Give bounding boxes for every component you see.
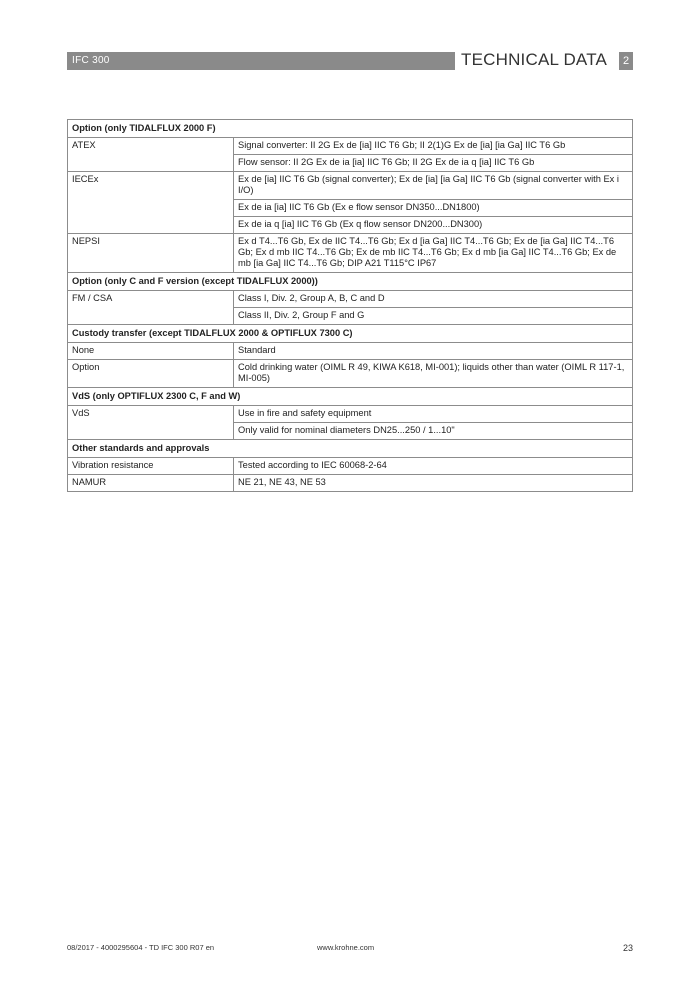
table-row bbox=[68, 406, 633, 423]
table-row bbox=[68, 234, 633, 273]
row-label: VdS bbox=[68, 406, 234, 440]
section-header-row bbox=[68, 273, 633, 291]
website-link[interactable]: www.krohne.com bbox=[317, 943, 375, 952]
row-value: Class II, Div. 2, Group F and G bbox=[234, 308, 633, 325]
table-row bbox=[68, 343, 633, 360]
row-value: Ex de ia [ia] IIC T6 Gb (Ex e flow sensor DN350...DN1800) bbox=[234, 200, 633, 217]
section-title-cell: VdS (only OPTIFLUX 2300 C, F and W) bbox=[68, 388, 633, 406]
row-value: Ex de [ia] IIC T6 Gb (signal converter); Ex de [ia] [ia Ga] IIC T6 Gb (signal converter with Ex i I/O) bbox=[234, 172, 633, 200]
row-value: Ex d T4...T6 Gb, Ex de IIC T4...T6 Gb; Ex d [ia Ga] IIC T4...T6 Gb; Ex de [ia Ga] IIC T4...T6 Gb; Ex d mb IIC T4...T6 Gb; Ex de mb IIC T4...T6 Gb; Ex d mb [ia Ga] IIC T4...T6 Gb; Ex de mb [ia Ga] IIC T4...T6 Gb; DIP A21 T115°C IP67 bbox=[234, 234, 633, 273]
row-value: Only valid for nominal diameters DN25...250 / 1...10" bbox=[234, 423, 633, 440]
row-value: Use in fire and safety equipment bbox=[234, 406, 633, 423]
section-header-row bbox=[68, 388, 633, 406]
product-name: IFC 300 bbox=[67, 52, 455, 70]
chapter-badge: 2 bbox=[619, 52, 633, 70]
page-header bbox=[67, 52, 633, 70]
table-row bbox=[68, 291, 633, 308]
row-label: IECEx bbox=[68, 172, 234, 234]
table-row bbox=[68, 458, 633, 475]
row-label: None bbox=[68, 343, 234, 360]
doc-reference: 08/2017 - 4000295604 - TD IFC 300 R07 en bbox=[67, 943, 215, 952]
table-row bbox=[68, 475, 633, 492]
row-value: NE 21, NE 43, NE 53 bbox=[234, 475, 633, 492]
row-label: NEPSI bbox=[68, 234, 234, 273]
row-label: Vibration resistance bbox=[68, 458, 234, 475]
row-label: Option bbox=[68, 360, 234, 388]
section-title: TECHNICAL DATA bbox=[461, 50, 608, 69]
section-header-row bbox=[68, 325, 633, 343]
page-number: 23 bbox=[622, 943, 633, 953]
row-value: Cold drinking water (OIML R 49, KIWA K618, MI-001); liquids other than water (OIML R 117-1, MI-005) bbox=[234, 360, 633, 388]
section-header-row bbox=[68, 440, 633, 458]
approvals-table bbox=[67, 119, 633, 492]
section-title-cell: Other standards and approvals bbox=[68, 440, 633, 458]
row-label: NAMUR bbox=[68, 475, 234, 492]
table-row bbox=[68, 138, 633, 155]
row-label: ATEX bbox=[68, 138, 234, 172]
section-title-cell: Option (only C and F version (except TIDALFLUX 2000)) bbox=[68, 273, 633, 291]
row-value: Signal converter: II 2G Ex de [ia] IIC T6 Gb; II 2(1)G Ex de [ia] [ia Ga] IIC T6 Gb bbox=[234, 138, 633, 155]
row-value: Standard bbox=[234, 343, 633, 360]
row-label: FM / CSA bbox=[68, 291, 234, 325]
table-row bbox=[68, 172, 633, 200]
row-value: Class I, Div. 2, Group A, B, C and D bbox=[234, 291, 633, 308]
row-value: Ex de ia q [ia] IIC T6 Gb (Ex q flow sensor DN200...DN300) bbox=[234, 217, 633, 234]
page-footer bbox=[67, 943, 633, 955]
row-value: Tested according to IEC 60068-2-64 bbox=[234, 458, 633, 475]
table-row bbox=[68, 360, 633, 388]
section-title-cell: Option (only TIDALFLUX 2000 F) bbox=[68, 120, 633, 138]
section-header-row bbox=[68, 120, 633, 138]
row-value: Flow sensor: II 2G Ex de ia [ia] IIC T6 Gb; II 2G Ex de ia q [ia] IIC T6 Gb bbox=[234, 155, 633, 172]
section-title-cell: Custody transfer (except TIDALFLUX 2000 & OPTIFLUX 7300 C) bbox=[68, 325, 633, 343]
